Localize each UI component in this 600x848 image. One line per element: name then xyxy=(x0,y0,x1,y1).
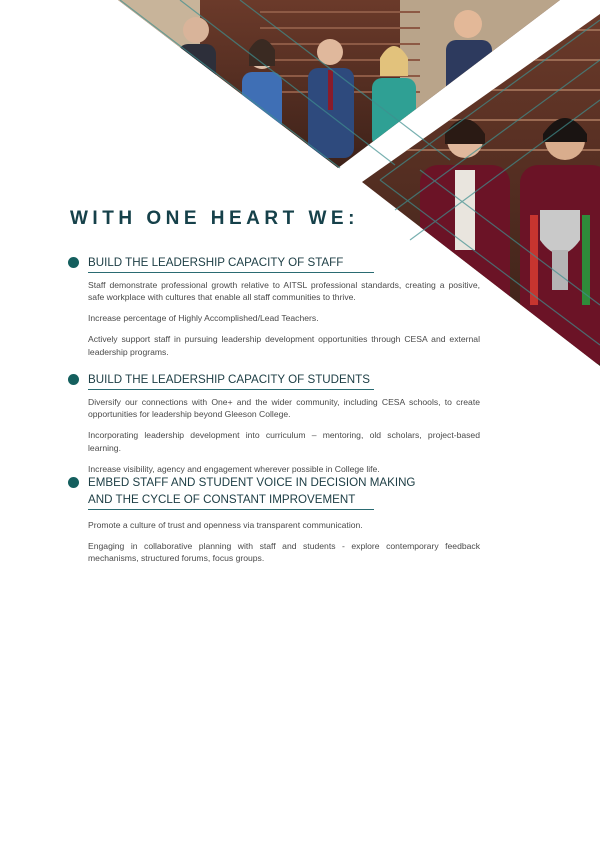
section-divider xyxy=(88,389,374,390)
section-items xyxy=(68,396,480,475)
list-item: Incorporating leadership development into curriculum – mentoring, old scholars, project-based learning. xyxy=(88,430,480,453)
section-items xyxy=(68,279,480,358)
list-item: Promote a culture of trust and openness via transparent communication. xyxy=(88,520,363,530)
page-heading: WITH ONE HEART WE: xyxy=(70,208,359,229)
section-items xyxy=(68,519,480,565)
list-item: Engaging in collaborative planning with staff and students - explore contemporary feedback mechanisms, structured forums, focus groups. xyxy=(88,541,480,564)
list-item: Increase visibility, agency and engagement wherever possible in College life. xyxy=(88,463,380,474)
bullet-dot-icon xyxy=(68,374,79,385)
section-student-voice xyxy=(68,474,480,568)
section-title: EMBED STAFF AND STUDENT VOICE IN DECISION MAKING AND THE CYCLE OF CONSTANT IMPROVEMENT xyxy=(88,476,416,506)
section-divider xyxy=(88,272,374,273)
bullet-dot-icon xyxy=(68,477,79,488)
bullet-dot-icon xyxy=(68,257,79,268)
list-item: Increase percentage of Highly Accomplished/Lead Teachers. xyxy=(88,313,319,324)
section-staff-leadership xyxy=(68,254,480,361)
section-header xyxy=(68,474,480,508)
section-title: BUILD THE LEADERSHIP CAPACITY OF STAFF xyxy=(88,256,344,269)
list-item: Staff demonstrate professional growth relative to AITSL professional standards, creating a positive, safe workplace with cultures that enable all staff communities to thrive. xyxy=(88,280,480,303)
section-title: BUILD THE LEADERSHIP CAPACITY OF STUDENTS xyxy=(88,373,370,386)
list-item: Actively support staff in pursuing leadership development opportunities through CESA and external leadership programs. xyxy=(88,334,480,357)
section-divider xyxy=(88,509,374,510)
section-header xyxy=(68,371,480,388)
section-student-leadership xyxy=(68,371,480,478)
list-item: Diversify our connections with One+ and the wider community, including CESA schools, to create opportunities for leadership beyond Gleeson College. xyxy=(88,397,480,420)
section-header xyxy=(68,254,480,271)
